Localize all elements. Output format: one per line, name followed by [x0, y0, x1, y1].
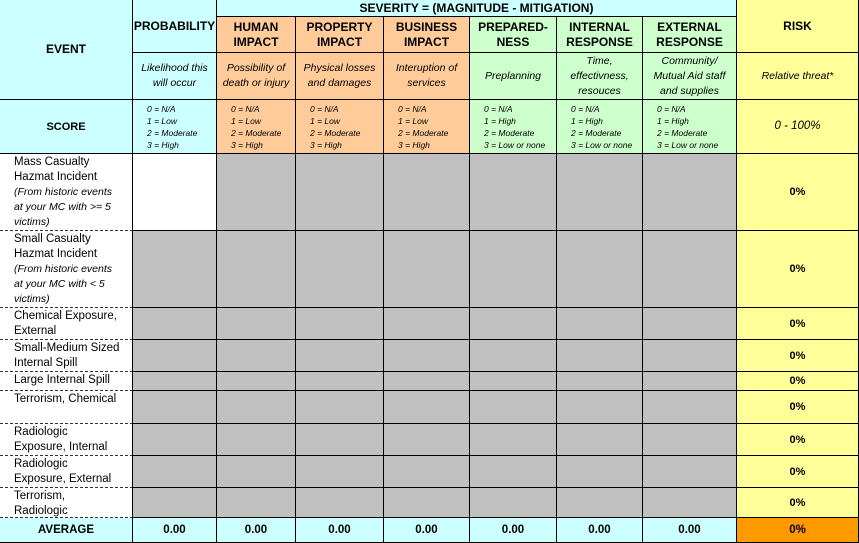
- event-risk-value: 0%: [789, 496, 806, 509]
- input-cell[interactable]: [296, 340, 384, 372]
- risk-desc: Relative threat*: [761, 69, 834, 82]
- risk-description: [737, 53, 859, 100]
- column-header-3: [470, 17, 557, 53]
- event-name-line: Terrorism,: [14, 490, 66, 502]
- column-score-2: [384, 100, 470, 154]
- input-cell[interactable]: [296, 424, 384, 456]
- column-title-2: IMPACT: [316, 34, 363, 49]
- input-cell[interactable]: [217, 231, 296, 308]
- column-desc: [570, 54, 628, 99]
- event-risk-3: [737, 340, 859, 372]
- event-risk-8: [737, 488, 859, 518]
- input-cell[interactable]: [470, 154, 557, 231]
- column-desc-line: effectivness,: [570, 69, 629, 82]
- average-risk: [737, 518, 859, 543]
- column-title: [396, 20, 457, 50]
- column-score-legend-line: 1 = Low: [310, 115, 341, 126]
- risk-header: [737, 0, 859, 53]
- event-name-line: Exposure, Internal: [14, 441, 108, 453]
- event-row-label-2: [0, 308, 133, 340]
- input-cell[interactable]: [470, 231, 557, 308]
- event-row-label-7: [0, 456, 133, 488]
- average-value-2: [296, 518, 384, 543]
- event-name-line: External: [14, 325, 57, 337]
- column-description-3: [470, 53, 557, 100]
- column-score-legend-line: 1 = High: [571, 115, 603, 126]
- average-value-1: [217, 518, 296, 543]
- input-cell[interactable]: [557, 308, 643, 340]
- column-header-5: [643, 17, 737, 53]
- input-cell[interactable]: [296, 456, 384, 488]
- column-score-legend-line: 2 = Moderate: [398, 127, 449, 138]
- column-score-legend-line: 2 = Moderate: [657, 127, 708, 138]
- input-cell[interactable]: [557, 424, 643, 456]
- column-score-3: [470, 100, 557, 154]
- input-cell[interactable]: [557, 340, 643, 372]
- input-cell[interactable]: [557, 391, 643, 424]
- column-title-1: EXTERNAL: [657, 19, 722, 34]
- event-risk-value: 0%: [789, 186, 806, 198]
- column-header-2: [384, 17, 470, 53]
- input-cell[interactable]: [470, 488, 557, 518]
- probability-description: [133, 53, 217, 100]
- event-note-line: at your MC with < 5: [14, 278, 105, 290]
- column-desc: [304, 61, 376, 91]
- column-title: [656, 20, 723, 50]
- column-header-0: [217, 17, 296, 53]
- event-name-line: Chemical Exposure,: [14, 310, 117, 322]
- average-value-6: [643, 518, 737, 543]
- severity-header-label: SEVERITY = (MAGNITUDE - MITIGATION): [359, 0, 594, 15]
- event-risk-1: [737, 231, 859, 308]
- event-row-label-1: [0, 231, 133, 308]
- input-cell[interactable]: [557, 372, 643, 391]
- average-value-0: [133, 518, 217, 543]
- column-score-legend-line: 0 = N/A: [310, 103, 339, 114]
- column-score-4: [557, 100, 643, 154]
- event-risk-value: 0%: [789, 349, 806, 362]
- event-risk-6: [737, 424, 859, 456]
- event-name-line: Small-Medium Sized: [14, 342, 120, 354]
- input-cell[interactable]: [133, 424, 217, 456]
- input-cell[interactable]: [133, 154, 217, 231]
- average-value: 0.00: [588, 524, 611, 536]
- column-score-legend-line: 1 = Low: [231, 115, 262, 126]
- event-risk-value: 0%: [789, 433, 806, 446]
- input-cell[interactable]: [217, 488, 296, 518]
- event-risk-7: [737, 456, 859, 488]
- column-desc-line: and supplies: [660, 84, 719, 97]
- column-title-2: IMPACT: [233, 34, 279, 49]
- column-score-legend-line: 3 = High: [310, 139, 342, 150]
- column-score-legend-line: 0 = N/A: [231, 103, 260, 114]
- column-score-legend-line: 1 = Low: [398, 115, 429, 126]
- column-desc-line: Preplanning: [484, 69, 542, 82]
- event-name-line: Internal Spill: [14, 357, 78, 369]
- event-row-label-4: [0, 372, 133, 391]
- event-risk-4: [737, 372, 859, 391]
- column-description-4: [557, 53, 643, 100]
- column-score-1: [296, 100, 384, 154]
- event-name-line: Radiologic: [14, 426, 68, 438]
- column-title-1: BUSINESS: [395, 19, 458, 34]
- column-score-legend-line: 3 = High: [231, 139, 263, 150]
- column-description-1: [296, 53, 384, 100]
- input-cell[interactable]: [643, 154, 737, 231]
- probability-score: [133, 100, 217, 154]
- column-score-legend: [643, 103, 718, 151]
- event-name-line: Radiologic: [14, 458, 68, 470]
- score-label-cell: [0, 100, 133, 154]
- input-cell[interactable]: [296, 488, 384, 518]
- column-score-legend-line: 3 = Low or none: [484, 139, 546, 150]
- column-score-legend-line: 2 = Moderate: [231, 127, 282, 138]
- column-score-legend: [217, 103, 281, 151]
- input-cell[interactable]: [133, 340, 217, 372]
- input-cell[interactable]: [643, 488, 737, 518]
- column-title-1: PREPARED-: [478, 19, 548, 34]
- event-note-line: victims): [14, 216, 50, 228]
- input-cell[interactable]: [643, 231, 737, 308]
- input-cell[interactable]: [557, 231, 643, 308]
- average-label-cell: [0, 518, 133, 543]
- input-cell[interactable]: [217, 308, 296, 340]
- column-score-legend-line: 1 = High: [657, 115, 689, 126]
- column-score-5: [643, 100, 737, 154]
- event-row-label-5: [0, 391, 133, 424]
- average-value-4: [470, 518, 557, 543]
- column-title: [306, 20, 372, 50]
- input-cell[interactable]: [217, 340, 296, 372]
- event-name-line: Hazmat Incident: [14, 248, 98, 260]
- input-cell[interactable]: [296, 391, 384, 424]
- column-desc-line: Physical losses: [303, 62, 376, 74]
- event-row-label-6: [0, 424, 133, 456]
- event-risk-value: 0%: [789, 263, 806, 275]
- input-cell[interactable]: [133, 308, 217, 340]
- column-title-1: PROPERTY: [306, 19, 373, 34]
- event-row-label-0: [0, 154, 133, 231]
- probability-header-label: PROBABILITY: [133, 18, 216, 33]
- input-cell[interactable]: [384, 456, 470, 488]
- score-label: SCORE: [46, 120, 86, 133]
- input-cell[interactable]: [643, 372, 737, 391]
- column-desc-line: and damages: [307, 77, 372, 89]
- column-title: [478, 20, 548, 50]
- event-name-line: Small Casualty: [14, 233, 91, 245]
- input-cell[interactable]: [384, 488, 470, 518]
- input-cell[interactable]: [470, 391, 557, 424]
- column-score-legend-line: 1 = High: [484, 115, 516, 126]
- average-value: 0.00: [328, 524, 351, 536]
- average-value: 0.00: [244, 524, 268, 536]
- input-cell[interactable]: [384, 391, 470, 424]
- average-value: 0.00: [163, 524, 186, 536]
- column-desc-line: death or injury: [222, 77, 290, 89]
- input-cell[interactable]: [384, 424, 470, 456]
- column-description-2: [384, 53, 470, 100]
- column-desc: [396, 61, 457, 91]
- input-cell[interactable]: [384, 154, 470, 231]
- input-cell[interactable]: [296, 154, 384, 231]
- column-score-legend-line: 3 = Low or none: [571, 139, 633, 150]
- event-risk-0: [737, 154, 859, 231]
- column-header-1: [296, 17, 384, 53]
- input-cell[interactable]: [470, 456, 557, 488]
- input-cell[interactable]: [470, 340, 557, 372]
- input-cell[interactable]: [470, 424, 557, 456]
- event-name-line: Hazmat Incident: [14, 171, 98, 183]
- event-name-line: Terrorism, Chemical: [14, 393, 117, 405]
- column-title-2: RESPONSE: [566, 34, 633, 49]
- column-title: [566, 20, 633, 50]
- event-note-line: victims): [14, 293, 50, 305]
- column-score-legend-line: 0 = N/A: [484, 103, 513, 114]
- input-cell[interactable]: [217, 424, 296, 456]
- input-cell[interactable]: [217, 154, 296, 231]
- column-score-legend-line: 3 = Low or none: [657, 139, 719, 150]
- event-name-line: Mass Casualty: [14, 156, 90, 168]
- column-desc-line: Time,: [586, 54, 613, 67]
- input-cell[interactable]: [296, 308, 384, 340]
- column-score-legend: [296, 103, 360, 151]
- column-score-legend-line: 0 = N/A: [657, 103, 686, 114]
- risk-header-label: RISK: [783, 18, 812, 33]
- column-score-legend: [470, 103, 545, 151]
- column-score-legend-line: 2 = Moderate: [484, 127, 535, 138]
- column-score-legend-line: 2 = Moderate: [310, 127, 361, 138]
- input-cell[interactable]: [217, 372, 296, 391]
- probability-header: [133, 0, 217, 53]
- input-cell[interactable]: [133, 231, 217, 308]
- column-desc-line: Possibility of: [226, 62, 286, 74]
- column-score-0: [217, 100, 296, 154]
- event-row-label-8: [0, 488, 133, 518]
- input-cell[interactable]: [470, 372, 557, 391]
- column-desc-line: Mutual Aid staff: [653, 69, 726, 82]
- input-cell[interactable]: [557, 456, 643, 488]
- column-score-legend-line: 3 = High: [398, 139, 430, 150]
- column-description-0: [217, 53, 296, 100]
- probability-desc-line: Likelihood this: [141, 62, 208, 74]
- probability-desc: [141, 61, 208, 91]
- average-value: 0.00: [501, 524, 525, 536]
- event-name-line: Exposure, External: [14, 473, 112, 485]
- event-name-line: Large Internal Spill: [14, 374, 110, 386]
- severity-header: [217, 0, 737, 17]
- event-header-label: EVENT: [45, 42, 86, 56]
- probability-score-legend: [133, 103, 197, 151]
- event-risk-value: 0%: [789, 317, 806, 330]
- risk-score-range: 0 - 100%: [774, 120, 821, 132]
- average-value-3: [384, 518, 470, 543]
- column-title-2: RESPONSE: [656, 34, 723, 49]
- event-row-label-3: [0, 340, 133, 372]
- probability-score-legend-line: 0 = N/A: [147, 103, 176, 114]
- input-cell[interactable]: [643, 308, 737, 340]
- input-cell[interactable]: [643, 391, 737, 424]
- column-description-5: [643, 53, 737, 100]
- column-title: [233, 20, 278, 50]
- input-cell[interactable]: [133, 456, 217, 488]
- input-cell[interactable]: [133, 391, 217, 424]
- input-cell[interactable]: [296, 231, 384, 308]
- event-note-line: (From historic events: [14, 186, 113, 198]
- event-header: [0, 0, 133, 100]
- column-desc-line: Community/: [661, 54, 718, 67]
- average-value-5: [557, 518, 643, 543]
- column-title-1: INTERNAL: [569, 19, 630, 34]
- input-cell[interactable]: [643, 456, 737, 488]
- event-risk-5: [737, 391, 859, 424]
- column-score-legend-line: 0 = N/A: [398, 103, 427, 114]
- average-label: AVERAGE: [37, 524, 95, 536]
- input-cell[interactable]: [643, 340, 737, 372]
- column-desc-line: resouces: [578, 84, 621, 97]
- input-cell[interactable]: [470, 308, 557, 340]
- input-cell[interactable]: [643, 424, 737, 456]
- probability-score-legend-line: 2 = Moderate: [147, 127, 198, 138]
- column-desc: [223, 61, 290, 91]
- input-cell[interactable]: [296, 372, 384, 391]
- event-risk-value: 0%: [789, 401, 806, 413]
- column-desc-line: Interuption of: [395, 62, 458, 74]
- column-desc: [654, 54, 726, 99]
- event-note-line: at your MC with >= 5: [14, 201, 111, 213]
- column-title-2: NESS: [496, 34, 530, 49]
- input-cell[interactable]: [557, 154, 643, 231]
- column-title-2: IMPACT: [403, 34, 450, 49]
- column-desc: [485, 69, 541, 84]
- average-value: 0.00: [415, 524, 438, 536]
- input-cell[interactable]: [217, 391, 296, 424]
- event-note-line: (From historic events: [14, 263, 113, 275]
- input-cell[interactable]: [133, 372, 217, 391]
- event-name-line: Radiologic: [14, 505, 68, 517]
- column-desc-line: services: [407, 77, 446, 89]
- column-score-legend: [384, 103, 448, 151]
- column-header-4: [557, 17, 643, 53]
- risk-score: [737, 100, 859, 154]
- event-risk-2: [737, 308, 859, 340]
- probability-score-legend-line: 1 = Low: [147, 115, 178, 126]
- event-risk-value: 0%: [789, 375, 806, 387]
- column-score-legend-line: 2 = Moderate: [571, 127, 622, 138]
- column-title-1: HUMAN: [233, 19, 279, 34]
- average-risk-value: 0%: [789, 524, 806, 536]
- event-risk-value: 0%: [789, 465, 806, 478]
- average-value: 0.00: [678, 524, 701, 536]
- input-cell[interactable]: [133, 488, 217, 518]
- probability-score-legend-line: 3 = High: [147, 139, 179, 150]
- column-score-legend-line: 0 = N/A: [571, 103, 600, 114]
- input-cell[interactable]: [384, 372, 470, 391]
- input-cell[interactable]: [384, 308, 470, 340]
- column-score-legend: [557, 103, 632, 151]
- input-cell[interactable]: [384, 231, 470, 308]
- input-cell[interactable]: [557, 488, 643, 518]
- probability-desc-line: will occur: [152, 77, 197, 89]
- input-cell[interactable]: [217, 456, 296, 488]
- input-cell[interactable]: [384, 340, 470, 372]
